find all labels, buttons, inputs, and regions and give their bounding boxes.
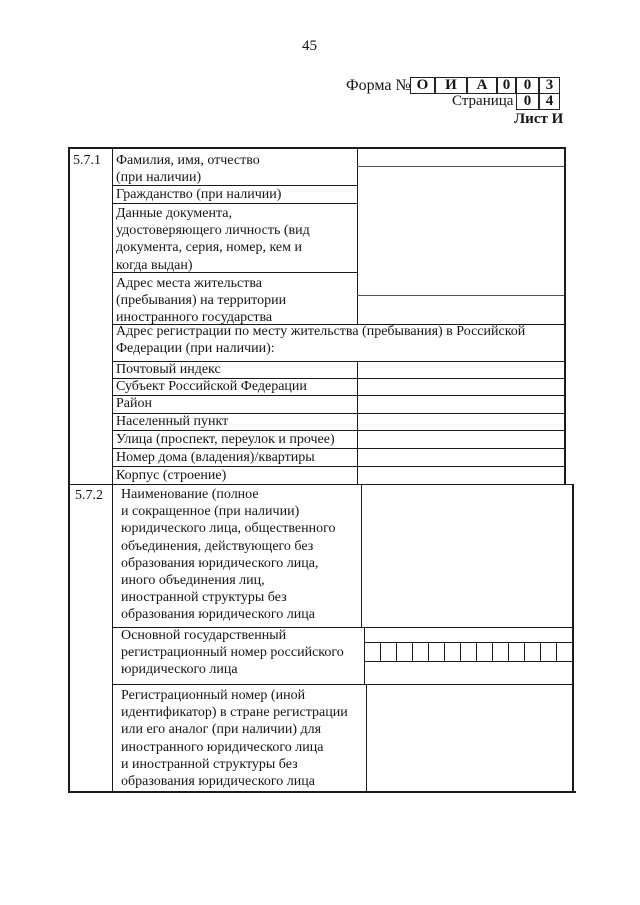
row-label-line: и иностранной структуры без — [121, 756, 298, 772]
row-label-line: (пребывания) на территории — [116, 293, 287, 309]
row-label-line: Основной государственный — [121, 628, 287, 643]
row-label-line: иностранного государства — [116, 310, 273, 326]
form-code-cell: О — [410, 77, 435, 94]
row-label-line: (при наличии) — [116, 170, 202, 186]
ogrn-digit-separator — [508, 642, 509, 661]
value-column-divider — [364, 627, 365, 684]
ogrn-digit-separator — [380, 642, 381, 661]
row-label-line: идентификатор) в стране регистрации — [121, 705, 348, 721]
value-column-divider — [366, 684, 367, 792]
row-label-line: Адрес места жительства — [116, 276, 262, 291]
row-label-line: юридического лица — [121, 662, 238, 678]
ogrn-digit-separator — [540, 642, 541, 661]
form-code-cell: 3 — [539, 77, 560, 94]
form-code-cell: А — [467, 77, 497, 94]
row-label-line: документа, серия, номер, кем и — [116, 240, 302, 256]
row-label-line: когда выдан) — [116, 257, 193, 273]
row-label-line: образования юридического лица, — [121, 555, 319, 571]
row-label-line: удостоверяющего личность (вид — [116, 223, 310, 239]
row-label-line: Данные документа, — [116, 206, 232, 221]
form-code-cell: 0 — [497, 77, 516, 94]
row-label-line: Гражданство (при наличии) — [116, 187, 282, 202]
page-number: 45 — [302, 38, 317, 54]
row-label-line: образования юридического лица — [121, 607, 315, 623]
row-label-line: иного объединения лиц, — [121, 573, 265, 588]
page-code-cell: 0 — [516, 93, 539, 110]
row-label-line: и сокращенное (при наличии) — [121, 504, 300, 520]
value-column-divider — [357, 147, 358, 324]
row-label-line: юридического лица, общественного — [121, 521, 336, 537]
ogrn-grid-line — [364, 661, 572, 662]
ogrn-digit-separator — [556, 642, 557, 661]
row-label-line: Федерации (при наличии): — [116, 341, 275, 357]
table-bottom-border — [68, 791, 576, 793]
row-label-line: иностранной структуры без — [121, 590, 287, 606]
ogrn-digit-separator — [492, 642, 493, 661]
ogrn-digit-separator — [412, 642, 413, 661]
row-label-line: или его аналог (при наличии) для — [121, 722, 322, 738]
form-code-cell: 0 — [516, 77, 539, 94]
row-label-line: объединения, действующего без — [121, 538, 314, 554]
value-column-divider — [361, 484, 362, 627]
row-label-line: иностранного юридического лица — [121, 739, 324, 755]
sheet-label: Лист И — [514, 111, 564, 127]
row-label-line: Почтовый индекс — [116, 362, 221, 377]
section-number: 5.7.1 — [73, 153, 101, 168]
row-label-line: Номер дома (владения)/квартиры — [116, 450, 315, 465]
ogrn-digit-separator — [444, 642, 445, 661]
ogrn-digit-separator — [476, 642, 477, 661]
row-label-line: образования юридического лица — [121, 774, 315, 789]
form-label: Форма № — [346, 77, 411, 94]
ogrn-digit-separator — [524, 642, 525, 661]
row-label-line: Адрес регистрации по месту жительства (пребывания) в Российской — [116, 324, 526, 339]
value-column-divider — [357, 361, 358, 484]
row-label-line: Фамилия, имя, отчество — [116, 153, 260, 168]
row-label-line: Субъект Российской Федерации — [116, 379, 307, 394]
value-cell-line — [357, 295, 564, 296]
row-label-line: Район — [116, 396, 152, 411]
table-top-border — [68, 147, 565, 149]
ogrn-digit-separator — [460, 642, 461, 661]
row-label-line: регистрационный номер российского — [121, 645, 344, 661]
row-label-line: Улица (проспект, переулок и прочее) — [116, 432, 335, 447]
row-divider — [112, 684, 572, 685]
table-right-border — [572, 484, 574, 792]
form-code-cell: И — [435, 77, 467, 94]
section-number: 5.7.2 — [75, 488, 103, 503]
number-column-divider — [112, 147, 113, 792]
row-label-line: Наименование (полное — [121, 487, 259, 502]
row-label-line: Населенный пункт — [116, 414, 229, 429]
ogrn-digit-separator — [396, 642, 397, 661]
table-left-border — [68, 147, 70, 792]
row-label-line: Регистрационный номер (иной — [121, 688, 306, 703]
table-right-border — [564, 147, 566, 484]
page-code-cell: 4 — [539, 93, 560, 110]
value-cell-line — [357, 166, 564, 167]
page-label: Страница — [452, 93, 514, 109]
ogrn-digit-separator — [428, 642, 429, 661]
row-label-line: Корпус (строение) — [116, 468, 227, 483]
